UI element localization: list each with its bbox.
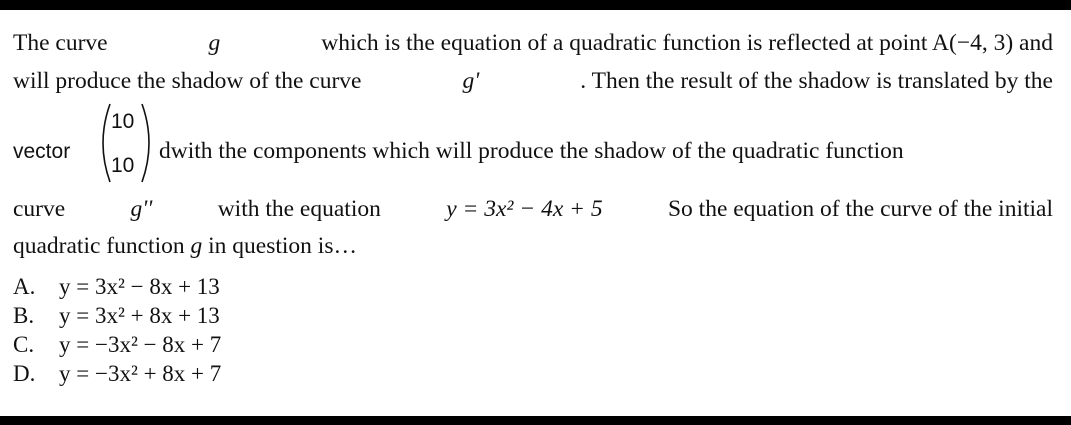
text-segment: with the equation [217,196,381,222]
translation-vector [93,102,159,184]
text-segment: dwith the components which will produce the shadow of the quadratic function [159,138,904,164]
text-segment: quadratic function [13,233,185,259]
option-b[interactable] [13,301,221,330]
curve-name-g: g [190,233,203,259]
vector-line [13,102,1053,188]
vector-bottom-component: 10 [111,154,135,177]
text-segment: will produce the shadow of the curve [13,68,362,94]
option-a[interactable] [13,272,221,301]
question-line-5 [13,235,1053,259]
text-segment: which is the equation of a quadratic function is reflected at point A(−4, 3) and [321,30,1053,56]
option-letter: C. [13,332,35,357]
curve-name-g-prime: g' [462,68,480,94]
question-line-4 [13,198,1053,222]
text-segment: The curve [13,30,108,56]
option-text: y = −3x² − 8x + 7 [59,332,222,357]
text-segment: So the equation of the curve of the initial [667,196,1053,222]
option-text: y = −3x² + 8x + 7 [59,361,222,386]
option-d[interactable] [13,359,221,388]
vector-top-component: 10 [111,110,135,133]
option-letter: B. [13,303,35,328]
question-line-2 [13,70,1053,94]
option-letter: A. [13,274,36,299]
option-c[interactable] [13,330,221,359]
given-equation: y = 3x² − 4x + 5 [446,196,603,222]
text-segment: curve [13,196,66,222]
text-segment: in question is… [208,233,357,259]
question-line-1 [13,32,1053,56]
text-segment: . Then the result of the shadow is translated by the [580,68,1053,94]
option-text: y = 3x² − 8x + 13 [59,274,220,299]
answer-options [13,272,221,388]
question-page [0,10,1071,416]
option-letter: D. [13,361,36,386]
curve-name-g: g [208,30,221,56]
option-text: y = 3x² + 8x + 13 [59,303,220,328]
curve-name-g-double-prime: g'' [130,196,153,222]
vector-label: vector [13,140,71,163]
